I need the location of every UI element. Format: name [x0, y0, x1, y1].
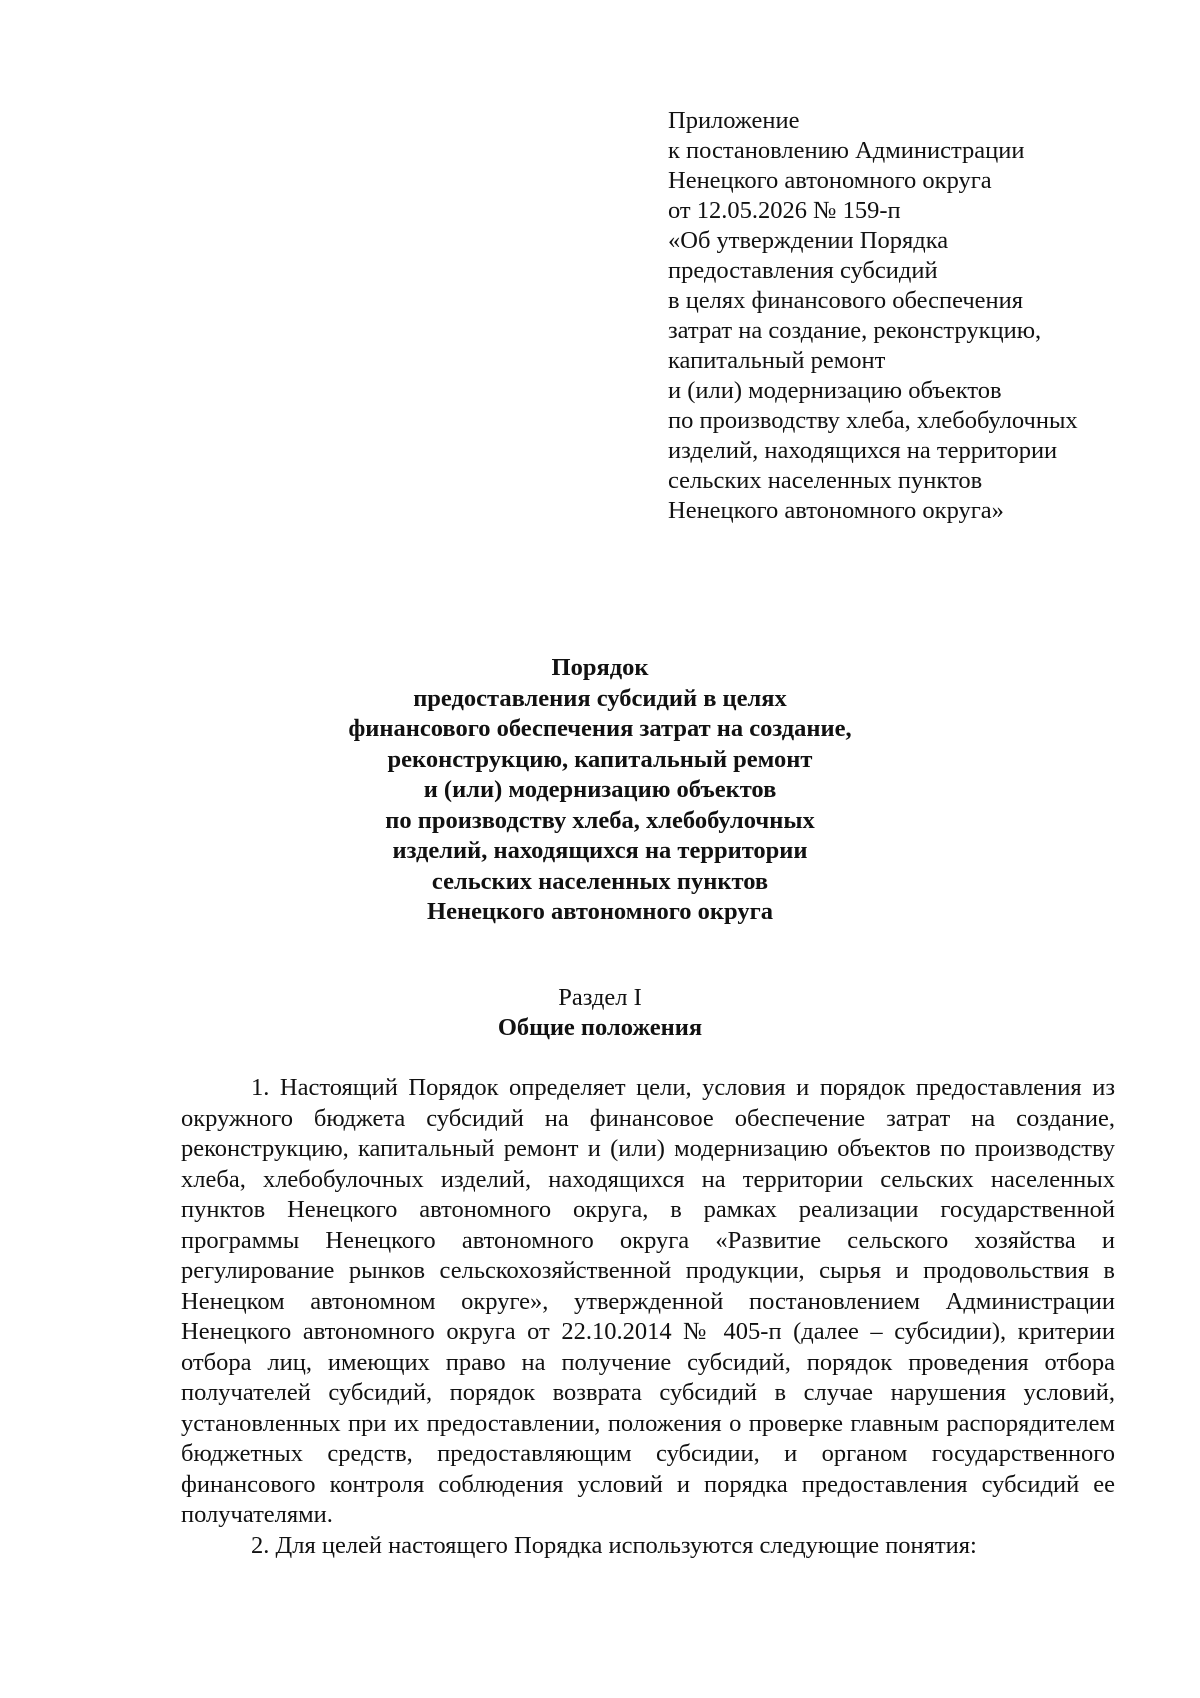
appendix-line: затрат на создание, реконструкцию,	[668, 317, 1042, 344]
title-line: изделий, находящихся на территории	[392, 837, 808, 864]
document-title	[300, 653, 900, 928]
appendix-block	[668, 106, 1168, 526]
appendix-line: «Об утверждении Порядка	[668, 227, 949, 254]
title-line: реконструкцию, капитальный ремонт	[387, 745, 813, 773]
appendix-line: к постановлению Администрации	[668, 137, 1025, 164]
appendix-line: капитальный ремонт	[668, 347, 886, 374]
body-text	[181, 1073, 1115, 1561]
title-line: и (или) модернизацию объектов	[423, 776, 777, 803]
title-line: предоставления субсидий в целях	[413, 684, 787, 712]
paragraph: 1. Настоящий Порядок определяет цели, условия и порядок предоставления из окружного бюджета субсидий на финансовое обеспечение затрат на создание, реконструкцию, капитальный ремонт и (или) модернизацию объектов по производству хлеба, хлебобулочных изделий, находящихся на территории сельских населенных пунктов Ненецкого автономного округа, в рамках реализации государственной программы Ненецкого автономного округа «Развитие сельского хозяйства и регулирование рынков сельскохозяйственной продукции, сырья и продовольствия в Ненецком автономном округе», утвержденной постановлением Администрации Ненецкого автономного округа от 22.10.2014 № 405-п (далее – субсидии), критерии отбора лиц, имеющих право на получение субсидий, порядок проведения отбора получателей субсидий, порядок возврата субсидий в случае нарушения условий, установленных при их предоставлении, положения о проверке главным распорядителем бюджетных средств, предоставляющим субсидии, и органом государственного финансового контроля соблюдения условий и порядка предоставления субсидий ее получателями.	[181, 1074, 1115, 1528]
appendix-line: и (или) модернизацию объектов	[668, 377, 1002, 404]
title-line: финансового обеспечения затрат на создание,	[348, 715, 852, 742]
appendix-line: предоставления субсидий	[668, 257, 938, 284]
appendix-line: изделий, находящихся на территории	[668, 437, 1058, 464]
section-number: Раздел I	[558, 984, 642, 1011]
appendix-line: Ненецкого автономного округа»	[668, 497, 1004, 524]
title-line: Ненецкого автономного округа	[427, 898, 773, 925]
paragraph: 2. Для целей настоящего Порядка используются следующие понятия:	[251, 1531, 977, 1559]
section-title: Общие положения	[497, 1014, 703, 1041]
appendix-line: от 12.05.2026 № 159-п	[668, 197, 901, 224]
appendix-line: Ненецкого автономного округа	[668, 167, 992, 194]
title-line: по производству хлеба, хлебобулочных	[385, 806, 815, 834]
title-line: Порядок	[551, 654, 649, 681]
appendix-line: сельских населенных пунктов	[668, 467, 983, 494]
appendix-line: по производству хлеба, хлебобулочных	[668, 407, 1078, 434]
appendix-line: Приложение	[668, 107, 800, 134]
appendix-line: в целях финансового обеспечения	[668, 287, 1024, 314]
title-line: сельских населенных пунктов	[431, 867, 769, 895]
